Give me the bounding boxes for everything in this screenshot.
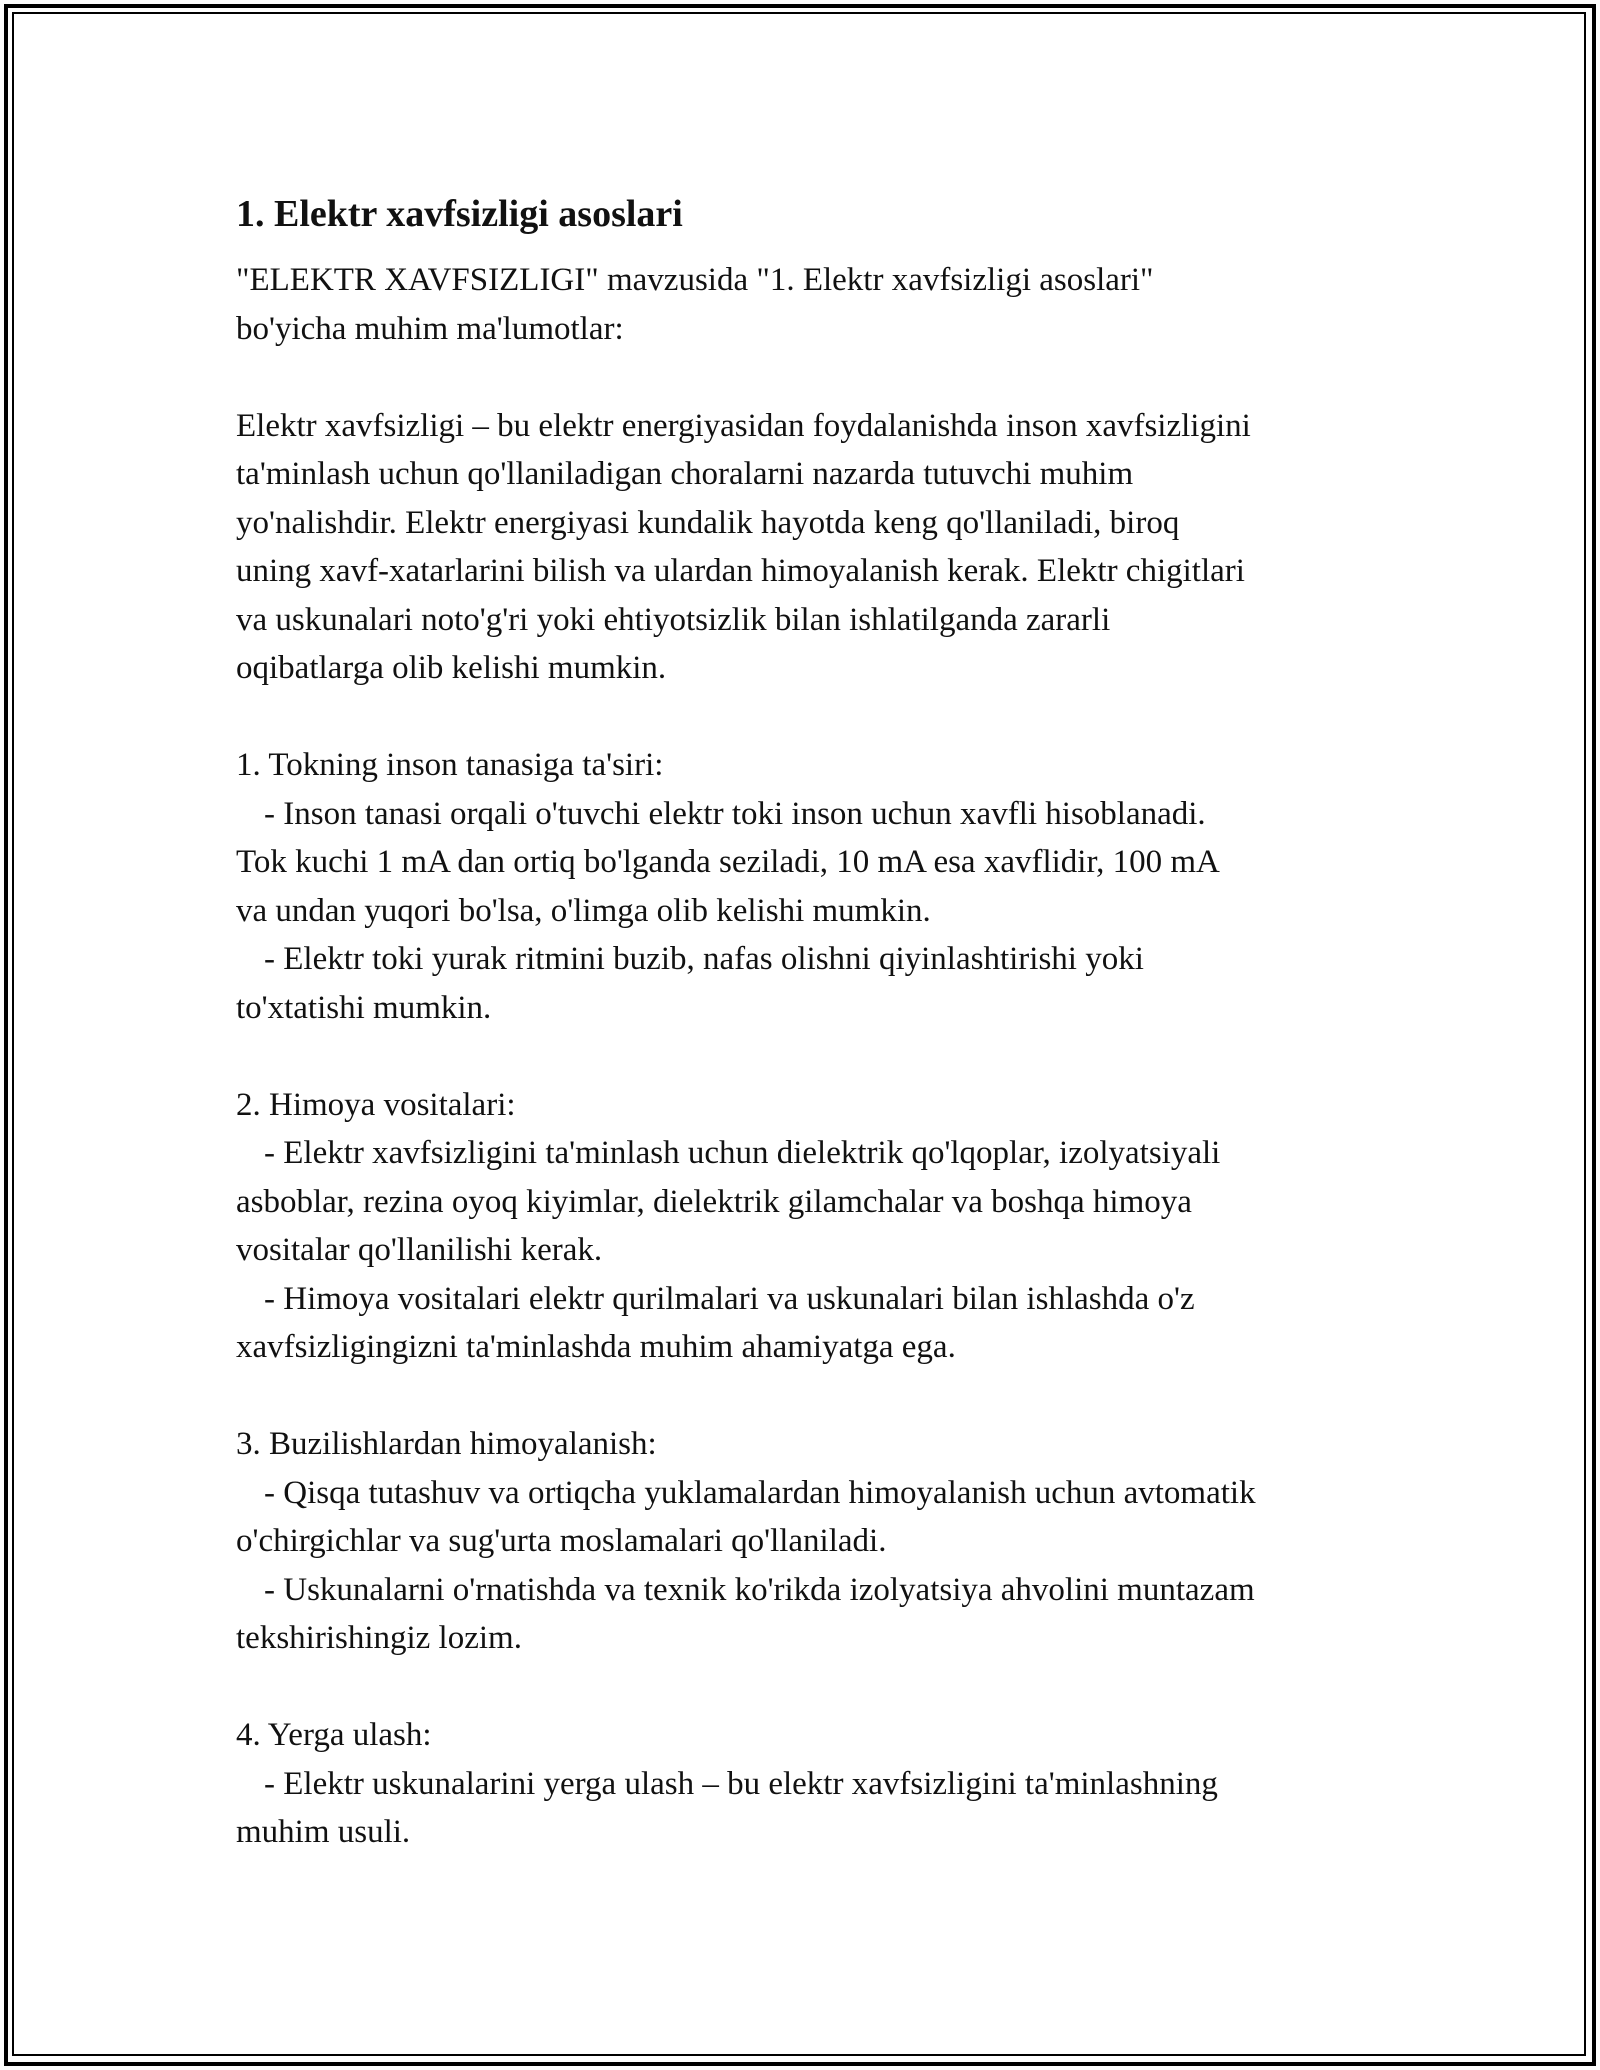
bullet-item: - Uskunalarni o'rnatishda va texnik ko'rikda izolyatsiya ahvolini muntazam tekshirishingiz lozim. — [236, 1571, 1255, 1656]
section-fault-protection — [236, 1420, 1386, 1663]
document-body — [236, 186, 1386, 1857]
bullet-item: - Himoya vositalari elektr qurilmalari va uskunalari bilan ishlashda o'z xavfsizligingizni ta'minlashda muhim ahamiyatga ega. — [236, 1280, 1195, 1365]
section-title: 4. Yerga ulash: — [236, 1717, 432, 1753]
bullet-item: - Inson tanasi orqali o'tuvchi elektr toki inson uchun xavfli hisoblanadi. Tok kuchi 1 mA dan ortiq bo'lganda seziladi, 10 mA esa xavflidir, 100 mA va undan yuqori bo'lsa, o'limga olib kelishi mumkin. — [236, 795, 1220, 929]
section-title: 2. Himoya vositalari: — [236, 1086, 516, 1123]
bullet-item: - Elektr toki yurak ritmini buzib, nafas olishni qiyinlashtirishi yoki to'xtatishi mumkin. — [236, 941, 1144, 1026]
overview-paragraph: Elektr xavfsizligi – bu elektr energiyasidan foydalanishda inson xavfsizligini ta'minlash uchun qo'llaniladigan choralarni nazarda tutuvchi muhim yo'nalishdir. Elektr energiyasi kundalik hayotda keng qo'llaniladi, biroq uning xavf-xatarlarini bilish va ulardan himoyalanish kerak. Elektr chigitlari va uskunalari noto'g'ri yoki ehtiyotsizlik bilan ishlatilganda zararli oqibatlarga olib kelishi mumkin. — [236, 407, 1251, 686]
section-heading: 1. Elektr xavfsizligi asoslari — [236, 193, 683, 235]
bullet-item: - Qisqa tutashuv va ortiqcha yuklamalardan himoyalanish uchun avtomatik o'chirgichlar va sug'urta moslamalari qo'llaniladi. — [236, 1474, 1256, 1559]
section-title: 1. Tokning inson tanasiga ta'siri: — [236, 747, 664, 783]
section-title: 3. Buzilishlardan himoyalanish: — [236, 1426, 657, 1462]
intro-text: "ELEKTR XAVFSIZLIGI" mavzusida "1. Elektr xavfsizligi asoslari" bo'yicha muhim ma'lumotlar: — [236, 262, 1154, 347]
section-protective-equipment — [236, 1081, 1386, 1372]
section-grounding — [236, 1711, 1386, 1857]
bullet-item: - Elektr uskunalarini yerga ulash – bu elektr xavfsizligini ta'minlashning muhim usuli. — [236, 1765, 1218, 1850]
bullet-item: - Elektr xavfsizligini ta'minlash uchun dielektrik qo'lqoplar, izolyatsiyali asboblar, rezina oyoq kiyimlar, dielektrik gilamchalar va boshqa himoya vositalar qo'llanilishi kerak. — [236, 1135, 1221, 1268]
section-current-effect — [236, 741, 1386, 1032]
